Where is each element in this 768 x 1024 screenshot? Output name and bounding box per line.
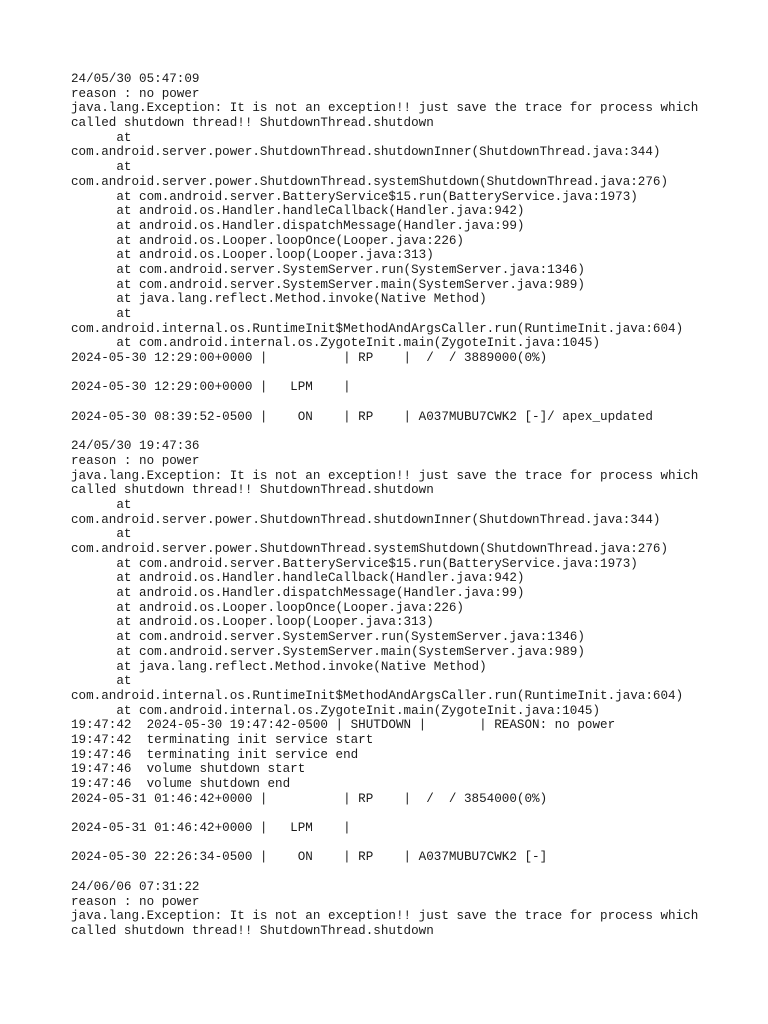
log-line: at (71, 497, 132, 512)
log-line: 24/06/06 07:31:22 (71, 879, 200, 894)
blank-line (71, 836, 751, 851)
log-line: 24/05/30 05:47:09 (71, 72, 200, 86)
log-line: at android.os.Looper.loopOnce(Looper.java:226) (71, 600, 464, 615)
log-line: at android.os.Handler.handleCallback(Handler.java:942) (71, 204, 525, 219)
log-line: at (71, 527, 132, 542)
log-line: 24/05/30 19:47:36 (71, 439, 200, 454)
log-line: at android.os.Looper.loopOnce(Looper.java:226) (71, 233, 464, 248)
blank-line (71, 395, 751, 410)
blank-line (71, 425, 751, 440)
log-line: 19:47:46 terminating init service end (71, 747, 359, 762)
blank-line (71, 865, 751, 880)
log-line: com.android.server.power.ShutdownThread.systemShutdown(ShutdownThread.java:276) (71, 542, 669, 556)
log-line: 2024-05-30 12:29:00+0000 | LPM | (71, 380, 351, 395)
log-line: at com.android.server.SystemServer.main(SystemServer.java:989) (71, 644, 585, 659)
log-line: java.lang.Exception: It is not an exception!! just save the trace for process which (71, 101, 699, 116)
log-line: 2024-05-31 01:46:42+0000 | | RP | / / 3854000(0%) (71, 791, 548, 806)
log-line: 19:47:46 volume shutdown end (71, 777, 291, 791)
blank-line (71, 366, 751, 381)
log-line: com.android.server.power.ShutdownThread.shutdownInner(ShutdownThread.java:344) (71, 145, 661, 160)
log-line: at android.os.Handler.dispatchMessage(Handler.java:99) (71, 218, 525, 233)
log-line: com.android.server.power.ShutdownThread.systemShutdown(ShutdownThread.java:276) (71, 174, 669, 189)
log-line: 2024-05-30 08:39:52-0500 | ON | RP | A037MUBU7CWK2 [-]/ apex_updated (71, 409, 653, 424)
log-line: com.android.server.power.ShutdownThread.shutdownInner(ShutdownThread.java:344) (71, 512, 661, 527)
log-line: java.lang.Exception: It is not an exception!! just save the trace for process which (71, 468, 699, 483)
log-line: called shutdown thread!! ShutdownThread.shutdown (71, 116, 434, 131)
log-line: at (71, 160, 132, 175)
log-line: called shutdown thread!! ShutdownThread.shutdown (71, 923, 434, 938)
log-document (71, 72, 751, 939)
log-line: called shutdown thread!! ShutdownThread.shutdown (71, 483, 434, 498)
log-line: at java.lang.reflect.Method.invoke(Native Method) (71, 292, 487, 307)
log-line: at (71, 307, 132, 321)
log-line: 19:47:42 terminating init service start (71, 732, 374, 747)
log-line: reason : no power (71, 86, 200, 101)
log-line: reason : no power (71, 453, 200, 468)
log-line: 2024-05-31 01:46:42+0000 | LPM | (71, 821, 351, 836)
log-line: at com.android.server.BatteryService$15.run(BatteryService.java:1973) (71, 556, 638, 571)
log-line: 2024-05-30 12:29:00+0000 | | RP | / / 3889000(0%) (71, 351, 548, 366)
log-line: at com.android.internal.os.ZygoteInit.main(ZygoteInit.java:1045) (71, 336, 601, 351)
log-line: 2024-05-30 22:26:34-0500 | ON | RP | A037MUBU7CWK2 [-] (71, 850, 548, 865)
log-line: at android.os.Handler.handleCallback(Handler.java:942) (71, 571, 525, 586)
log-line: at com.android.server.SystemServer.run(SystemServer.java:1346) (71, 262, 585, 277)
log-line: at android.os.Looper.loop(Looper.java:313) (71, 615, 434, 630)
log-line: at com.android.internal.os.ZygoteInit.main(ZygoteInit.java:1045) (71, 703, 601, 718)
log-line: at com.android.server.BatteryService$15.run(BatteryService.java:1973) (71, 189, 638, 204)
log-line: at java.lang.reflect.Method.invoke(Native Method) (71, 659, 487, 674)
log-line: reason : no power (71, 894, 200, 909)
blank-line (71, 806, 751, 821)
log-line: at android.os.Handler.dispatchMessage(Handler.java:99) (71, 586, 525, 601)
log-line: com.android.internal.os.RuntimeInit$MethodAndArgsCaller.run(RuntimeInit.java:604) (71, 688, 684, 703)
log-line: com.android.internal.os.RuntimeInit$MethodAndArgsCaller.run(RuntimeInit.java:604) (71, 321, 684, 336)
log-line: at com.android.server.SystemServer.run(SystemServer.java:1346) (71, 630, 585, 645)
log-line: java.lang.Exception: It is not an exception!! just save the trace for process which (71, 909, 699, 924)
log-line: at (71, 674, 132, 689)
log-line: at android.os.Looper.loop(Looper.java:313) (71, 248, 434, 263)
log-line: at (71, 130, 132, 145)
log-line: 19:47:42 2024-05-30 19:47:42-0500 | SHUTDOWN | | REASON: no power (71, 718, 616, 733)
log-line: at com.android.server.SystemServer.main(SystemServer.java:989) (71, 277, 585, 292)
log-line: 19:47:46 volume shutdown start (71, 762, 306, 777)
